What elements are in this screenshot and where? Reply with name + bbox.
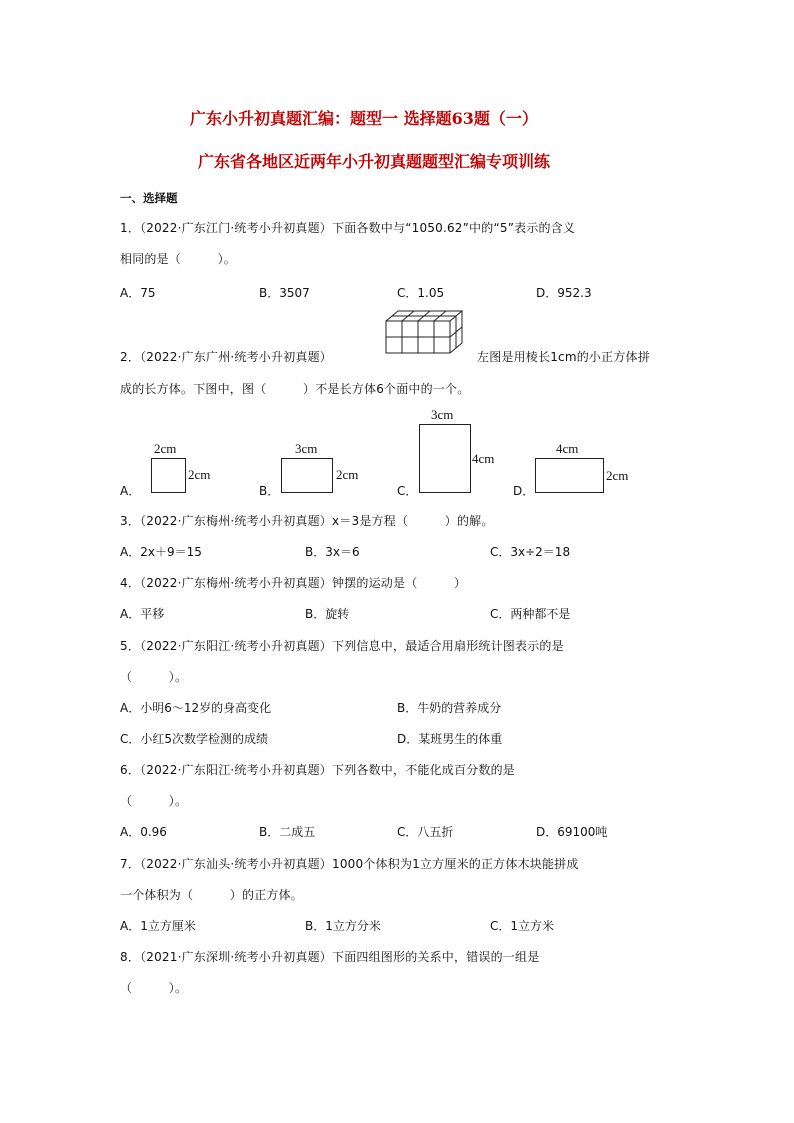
figure-c-rectangle [419, 424, 471, 493]
question-7-option-a[interactable]: A．1立方厘米 [120, 919, 196, 933]
page-subtitle: 广东省各地区近两年小升初真题题型汇编专项训练 [198, 152, 551, 171]
question-2-line-1a: 2．（2022·广东广州·统考小升初真题） [120, 350, 333, 364]
question-2-line-2: 成的长方体。下图中，图（ ）不是长方体6个面中的一个。 [120, 382, 470, 396]
question-5-option-d[interactable]: D．某班男生的体重 [397, 732, 503, 746]
cuboid-figure [382, 307, 466, 355]
figure-b-rectangle [281, 458, 333, 493]
figure-d-top-label: 4cm [556, 441, 579, 456]
question-1-option-d[interactable]: D．952.3 [536, 286, 592, 300]
figure-b-side-label: 2cm [336, 467, 359, 482]
question-1-line-1: 1．（2022·广东江门·统考小升初真题）下面各数中与“1050.62”中的“5”表示的含义 [120, 221, 576, 235]
question-3-option-a[interactable]: A．2x＋9＝15 [120, 545, 202, 559]
figure-d-rectangle [535, 458, 604, 493]
section-heading: 一、选择题 [120, 191, 178, 205]
question-7-line-2: 一个体积为（ ）的正方体。 [120, 888, 304, 902]
page-title: 广东小升初真题汇编：题型一 选择题63题（一） [190, 109, 538, 128]
question-7-line-1: 7．（2022·广东汕头·统考小升初真题）1000个体积为1立方厘米的正方体木块能拼成 [120, 857, 579, 871]
figure-a-rectangle [151, 458, 186, 493]
question-6-option-b[interactable]: B．二成五 [259, 825, 316, 839]
question-5-line-1: 5．（2022·广东阳江·统考小升初真题）下列信息中，最适合用扇形统计图表示的是 [120, 639, 564, 653]
question-3-option-b[interactable]: B．3x＝6 [305, 545, 360, 559]
question-3-option-c[interactable]: C．3x÷2＝18 [490, 545, 571, 559]
question-6-line-1: 6．（2022·广东阳江·统考小升初真题）下列各数中，不能化成百分数的是 [120, 763, 516, 777]
question-5-option-c[interactable]: C．小红5次数学检测的成绩 [120, 732, 269, 746]
question-5-line-2: （ ）。 [120, 670, 188, 684]
figure-d-option[interactable]: D． [513, 484, 535, 498]
figure-c-top-label: 3cm [431, 407, 454, 422]
question-6-option-c[interactable]: C．八五折 [397, 825, 454, 839]
figure-a-top-label: 2cm [154, 441, 177, 456]
figure-a-side-label: 2cm [188, 467, 211, 482]
question-8-line-1: 8．（2021·广东深圳·统考小升初真题）下面四组图形的关系中，错误的一组是 [120, 950, 540, 964]
figure-a-option[interactable]: A． [120, 484, 141, 498]
question-7-option-b[interactable]: B．1立方分米 [305, 919, 381, 933]
question-1-option-c[interactable]: C．1.05 [397, 286, 445, 300]
question-4-option-b[interactable]: B．旋转 [305, 607, 350, 621]
question-7-option-c[interactable]: C．1立方米 [490, 919, 555, 933]
question-5-option-a[interactable]: A．小明6～12岁的身高变化 [120, 701, 272, 715]
question-4-option-c[interactable]: C．两种都不是 [490, 607, 571, 621]
question-6-option-d[interactable]: D．69100吨 [536, 825, 608, 839]
question-3-line-1: 3．（2022·广东梅州·统考小升初真题）x＝3是方程（ ）的解。 [120, 514, 494, 528]
question-6-option-a[interactable]: A．0.96 [120, 825, 167, 839]
question-1-line-2: 相同的是（ ）。 [120, 252, 237, 266]
question-4-option-a[interactable]: A．平移 [120, 607, 165, 621]
figure-b-option[interactable]: B． [259, 484, 280, 498]
question-1-option-b[interactable]: B．3507 [259, 286, 310, 300]
figure-b-top-label: 3cm [295, 441, 318, 456]
figure-d-side-label: 2cm [606, 468, 629, 483]
question-4-line-1: 4．（2022·广东梅州·统考小升初真题）钟摆的运动是（ ） [120, 576, 467, 590]
question-1-option-a[interactable]: A．75 [120, 286, 156, 300]
figure-c-side-label: 4cm [472, 451, 495, 466]
figure-c-option[interactable]: C． [397, 484, 418, 498]
question-5-option-b[interactable]: B．牛奶的营养成分 [397, 701, 502, 715]
question-8-line-2: （ ）。 [120, 981, 188, 995]
question-2-line-1b: 左图是用棱长1cm的小正方体拼 [477, 350, 650, 364]
question-6-line-2: （ ）。 [120, 794, 188, 808]
